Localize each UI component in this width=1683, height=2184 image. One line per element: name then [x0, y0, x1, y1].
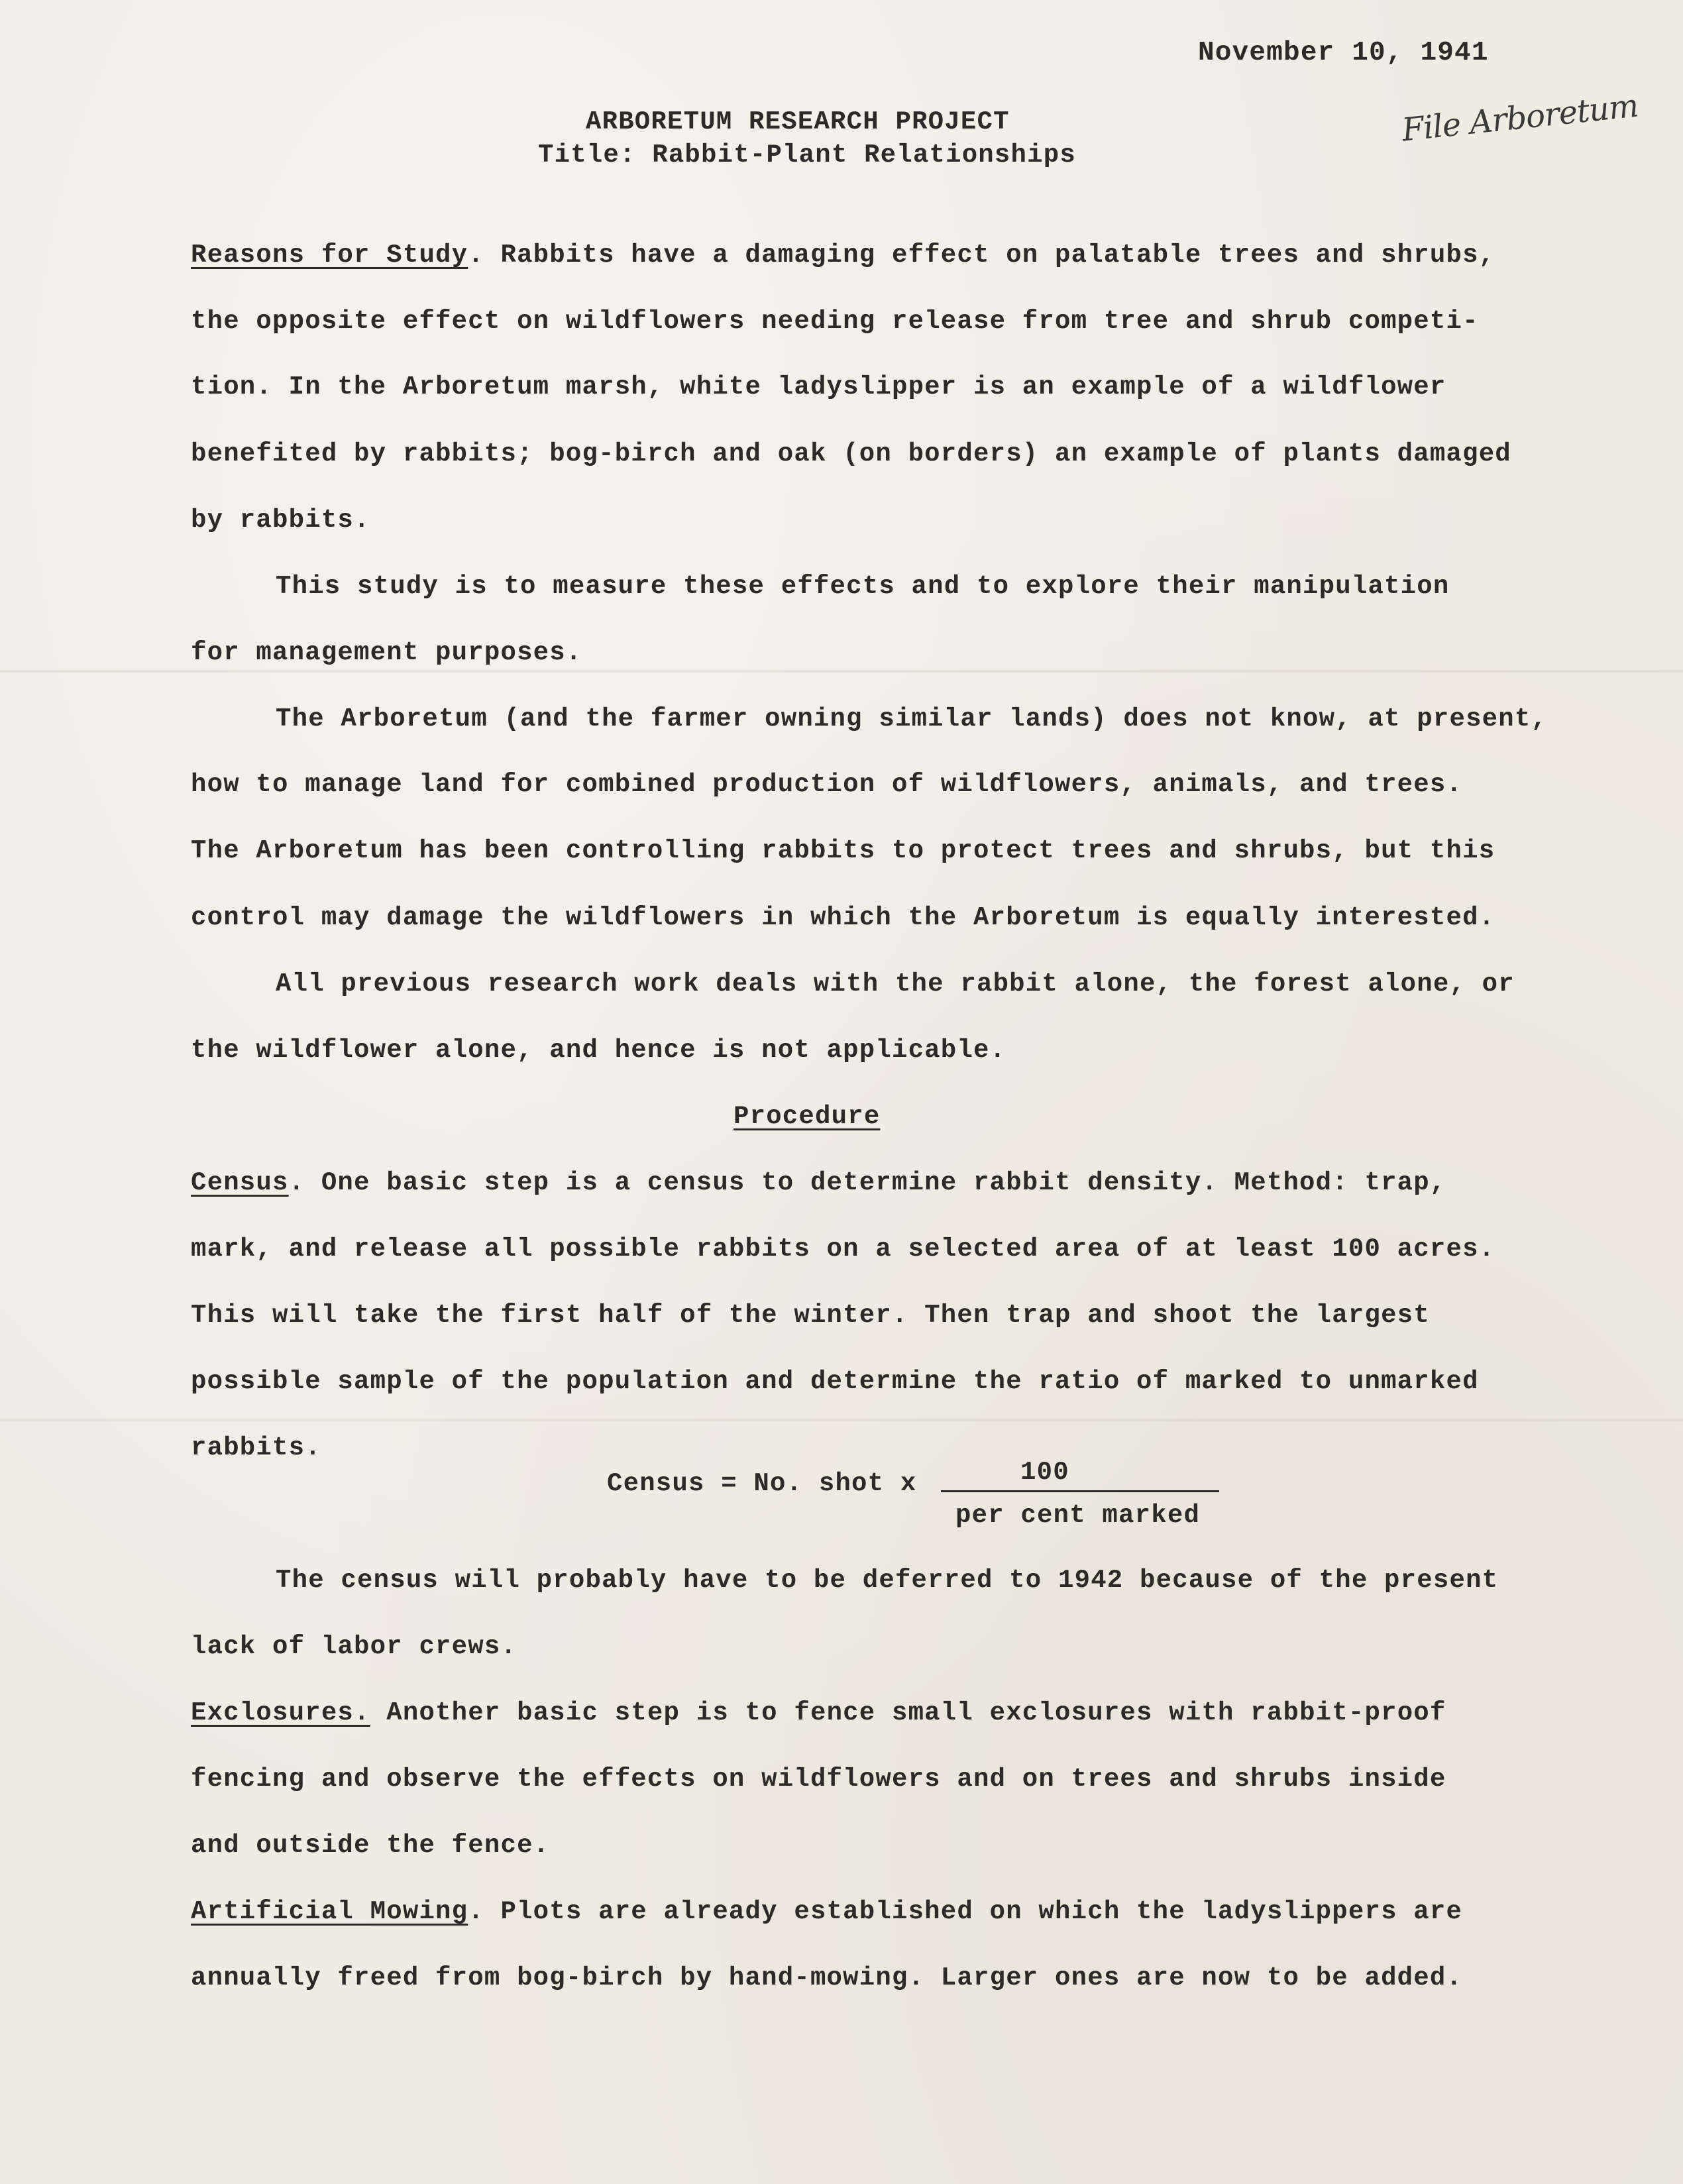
text-line: This will take the first half of the winter. Then trap and shoot the largest: [191, 1301, 1430, 1330]
text-line: mark, and release all possible rabbits on a selected area of at least 100 acres.: [191, 1234, 1495, 1264]
text-line: control may damage the wildflowers in which the Arboretum is equally interested.: [191, 903, 1495, 932]
text-line: The census will probably have to be deferred to 1942 because of the present: [276, 1566, 1499, 1595]
text-line: Census. One basic step is a census to determine rabbit density. Method: trap,: [191, 1168, 1446, 1197]
subheading-artificial-mowing: Artificial Mowing: [191, 1897, 468, 1926]
text-line: annually freed from bog-birch by hand-mowing. Larger ones are now to be added.: [191, 1963, 1463, 1993]
text-line: benefited by rabbits; bog-birch and oak (on borders) an example of plants damaged: [191, 439, 1511, 468]
text-line: This study is to measure these effects and to explore their manipulation: [276, 572, 1450, 601]
text-line: The Arboretum (and the farmer owning similar lands) does not know, at present,: [276, 704, 1548, 734]
subheading-exclosures: Exclosures.: [191, 1698, 370, 1727]
project-heading: ARBORETUM RESEARCH PROJECT: [586, 107, 1010, 136]
text-line: fencing and observe the effects on wildflowers and on trees and shrubs inside: [191, 1765, 1446, 1794]
text-line: by rabbits.: [191, 506, 370, 535]
text-line: possible sample of the population and determine the ratio of marked to unmarked: [191, 1367, 1479, 1396]
subheading-census: Census: [191, 1168, 289, 1197]
formula-left: Census = No. shot x: [607, 1469, 917, 1498]
text-line: Reasons for Study. Rabbits have a damaging effect on palatable trees and shrubs,: [191, 241, 1495, 270]
text-line: Exclosures. Another basic step is to fence small exclosures with rabbit-proof: [191, 1698, 1446, 1727]
text-line: and outside the fence.: [191, 1831, 550, 1860]
text-line: All previous research work deals with the rabbit alone, the forest alone, or: [276, 969, 1515, 999]
text-line: rabbits.: [191, 1433, 321, 1462]
handwritten-note: File Arboretum: [1400, 87, 1640, 149]
text-line: how to manage land for combined production of wildflowers, animals, and trees.: [191, 770, 1463, 799]
section-heading-reasons: Reasons for Study: [191, 241, 468, 270]
project-title: Title: Rabbit-Plant Relationships: [538, 140, 1076, 170]
formula-fraction-bar: [941, 1490, 1219, 1492]
text-line: the wildflower alone, and hence is not applicable.: [191, 1036, 1006, 1065]
text-line: the opposite effect on wildflowers needing release from tree and shrub competi-: [191, 307, 1479, 336]
paper-fold-line: [0, 669, 1683, 673]
section-heading-procedure: Procedure: [733, 1102, 881, 1131]
text-line: lack of labor crews.: [191, 1632, 517, 1661]
text-line: Artificial Mowing. Plots are already established on which the ladyslippers are: [191, 1897, 1463, 1926]
formula-numerator: 100: [1020, 1458, 1069, 1487]
document-date: November 10, 1941: [1198, 38, 1489, 68]
text-line: The Arboretum has been controlling rabbits to protect trees and shrubs, but this: [191, 836, 1495, 865]
text-line: for management purposes.: [191, 638, 582, 667]
paper-fold-line: [0, 1418, 1683, 1422]
text-line: tion. In the Arboretum marsh, white ladyslipper is an example of a wildflower: [191, 372, 1446, 402]
formula-denominator: per cent marked: [955, 1501, 1201, 1530]
